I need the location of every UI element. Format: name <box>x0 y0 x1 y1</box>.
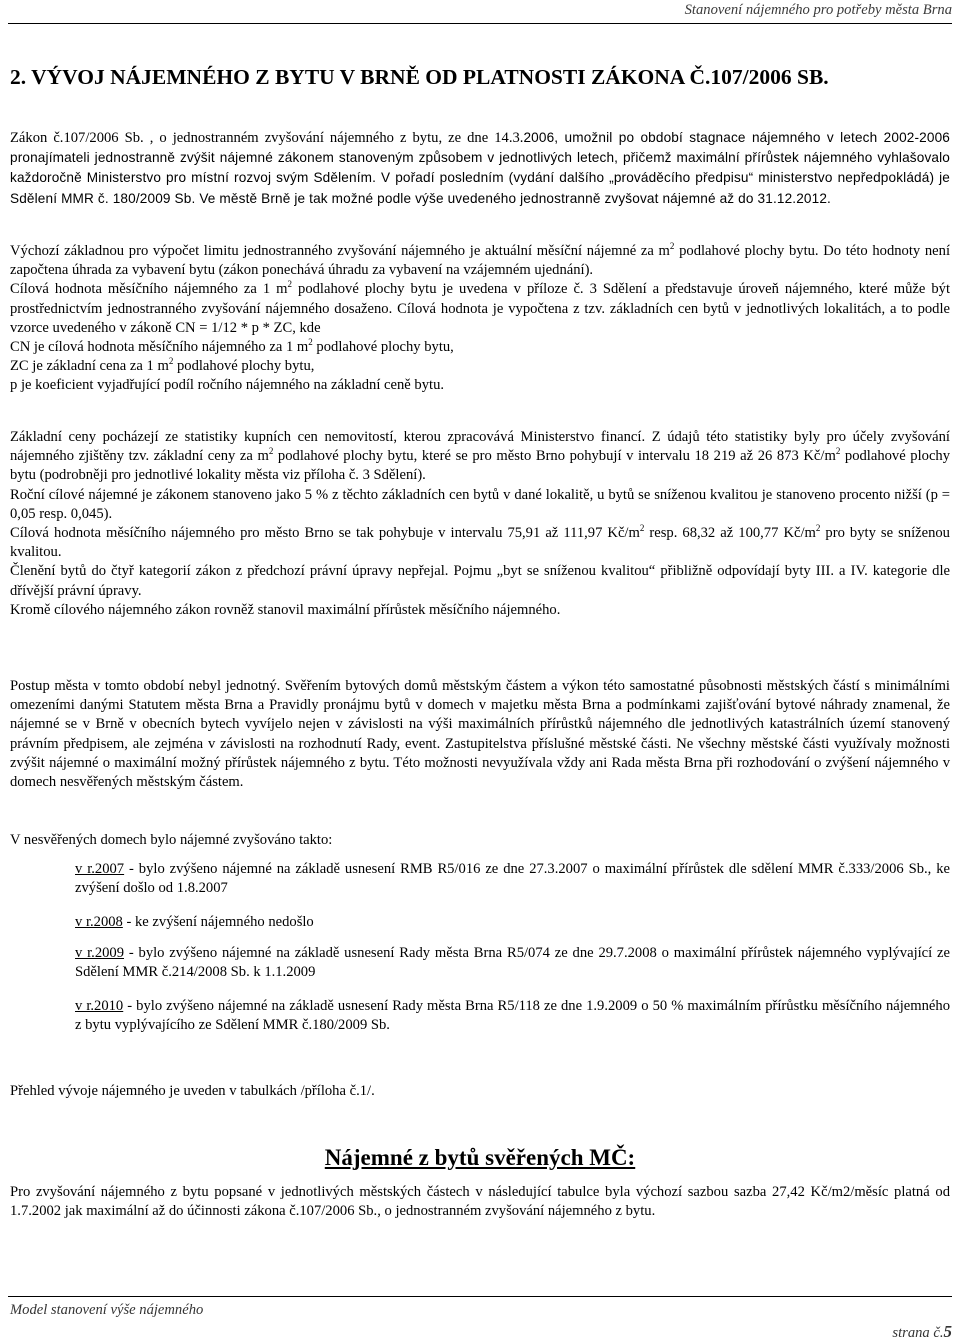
intro-text-sans: 2006, umožnil po období stagnace nájemného v letech 2002-2006 pronajímateli jednostranně zvýšit nájemné zákonem stanoveným způsobem v jednotlivých letech, přičemž maximální přírůstek nájemného vyhlašovalo každoročně Ministerstvo pro místní rozvoj svým Sdělením. V pořadí posledním (vydání dalšího „prováděcího předpisu“ ministerstvo nepředpokládá) je Sdělení MMR č. 180/2009 Sb. Ve městě Brně je tak možné podle výše uvedeného jednostranně zvyšovat nájemné až do 31.12.2012. <box>10 130 951 206</box>
footer-divider <box>8 1296 952 1297</box>
year-item-2007 <box>75 860 950 898</box>
subsection-title-text: Nájemné z bytů svěřených MČ: <box>324 1145 636 1170</box>
page-number <box>892 1322 952 1343</box>
superscript: 2 <box>669 241 675 251</box>
year-item-2009 <box>75 944 950 982</box>
superscript: 2 <box>287 279 293 290</box>
superscript: 2 <box>835 446 841 457</box>
section-heading: 2. VÝVOJ NÁJEMNÉHO Z BYTU V BRNĚ OD PLATNOSTI ZÁKONA Č.107/2006 SB. <box>10 65 829 89</box>
prices-text: podlahové plochy bytu, které se pro město Brno pohybují v intervalu 18 219 až 26 873 Kč/m <box>273 448 836 465</box>
year-item-2010 <box>75 997 950 1035</box>
definition-cn: podlahové plochy bytu, <box>312 339 454 356</box>
superscript: 2 <box>815 523 821 534</box>
year-label: v r.2007 <box>75 861 125 877</box>
nonentrusted-intro: V nesvěřených domech bylo nájemné zvyšováno takto: <box>10 832 333 848</box>
page-label: strana č. <box>892 1325 944 1341</box>
monthly-target-text: Cílová hodnota měsíčního nájemného pro město Brno se tak pohybuje v intervalu 75,91 až 111,97 Kč/m <box>10 525 640 542</box>
year-label: v r.2010 <box>75 998 124 1014</box>
intro-paragraph <box>10 128 950 209</box>
annual-target-text: Roční cílové nájemné je zákonem stanoveno jako 5 % z těchto základních cen bytů v dané lokalitě, u bytů se sníženou kvalitou je stanoveno procento nižší (p = 0,05 resp. 0,045). <box>10 486 950 522</box>
year-item-2008 <box>75 913 950 932</box>
definition-cn: CN je cílová hodnota měsíčního nájemného za 1 m <box>10 339 309 356</box>
target-text: Cílová hodnota měsíčního nájemného za 1 m <box>10 281 288 298</box>
page-number-value: 5 <box>943 1322 952 1341</box>
definition-zc: podlahové plochy bytu, <box>173 358 315 375</box>
definition-p: p je koeficient vyjadřující podíl ročního nájemného na základní ceně bytu. <box>10 377 445 394</box>
superscript: 2 <box>168 356 174 367</box>
subsection-title <box>0 1143 960 1173</box>
closing-paragraph: Pro zvyšování nájemného z bytu popsané v jednotlivých městských částech v následující tabulce byla výchozí sazbou sazba 27,42 Kč/m2/měsíc platná od 1.7.2002 jak maximální až do účinnosti zákona č.107/2006 Sb., o jednostranném zvyšování nájemného z bytu. <box>10 1184 950 1220</box>
intro-text-serif: Zákon č.107/2006 Sb. , o jednostranném zvyšování nájemného z bytu, ze dne 14.3. <box>10 130 524 146</box>
prices-text: podlahové plochy bytu (podrobněji pro jednotlivé lokality města viz příloha č. 3 Sdělení). <box>10 448 951 484</box>
basis-text: Výchozí základnou pro výpočet limitu jednostranného zvyšování nájemného je aktuální měsíční nájemné za m <box>10 243 670 259</box>
year-label: v r.2009 <box>75 945 125 961</box>
city-procedure-paragraph <box>10 677 950 792</box>
year-description: - bylo zvýšeno nájemné na základě usnesení RMB R5/016 ze dne 27.3.2007 o maximální přírůstek dle sdělení MMR č.333/2006 Sb., ke zvýšení došlo od 1.8.2007 <box>75 861 950 897</box>
max-increase-text: Kromě cílového nájemného zákon rovněž stanovil maximální přírůstek měsíčního nájemného. <box>10 601 561 618</box>
basis-text: podlahové plochy bytu. Do této hodnoty není započtena úhrada za vybavení bytu (zákon ponechává úhradu za vybavení na vzájemném ujednání). <box>10 243 951 279</box>
prices-paragraph <box>10 428 950 620</box>
footer-title: Model stanovení výše nájemného <box>10 1302 204 1318</box>
year-label: v r.2008 <box>75 914 123 930</box>
running-header: Stanovení nájemného pro potřeby města Brna <box>684 2 952 18</box>
year-description: - bylo zvýšeno nájemné na základě usnesení Rady města Brna R5/118 ze dne 1.9.2009 o 50 % maximálním přírůstku měsíčního nájemného z bytu vyplývajícího ze Sdělení MMR č.180/2009 Sb. <box>75 998 950 1034</box>
prices-text: Základní ceny pocházejí ze statistiky kupních cen nemovitostí, kterou zpracovává Ministerstvo financí. Z údajů této statistiky byly pro účely zvyšování nájemného zjištěny tzv. základní ceny za m <box>10 429 950 465</box>
basis-paragraph <box>10 242 950 396</box>
monthly-target-text: pro byty se sníženou kvalitou. <box>10 525 950 561</box>
superscript: 2 <box>308 337 313 348</box>
superscript: 2 <box>268 446 274 457</box>
year-description: - bylo zvýšeno nájemné na základě usnesení Rady města Brna R5/074 ze dne 29.7.2008 o maximální přírůstek nájemného vyplývající ze Sdělení MMR č.214/2008 Sb. k 1.1.2009 <box>75 945 950 981</box>
header-divider <box>8 23 952 24</box>
categories-text: Členění bytů do čtyř kategorií zákon z předchozí právní úpravy nepřejal. Pojmu „byt se sníženou kvalitou“ přibližně odpovídají byty III. a IV. kategorie dle dřívější právní úpravy. <box>10 563 950 599</box>
definition-zc: ZC je základní cena za 1 m <box>10 358 169 375</box>
city-procedure-text: Postup města v tomto období nebyl jednotný. Svěřením bytových domů městským částem a výkon této samostatné působnosti městských částí s minimálními omezeními danými Statutem města Brna a Pravidly pronájmu bytů v domech v majetku města Brna a podmínkami zajišťování bytové náhrady znamenal, že nájemné se v Brně v obecních bytech vyvíjelo nejen v závislosti na výši maximálních přírůstků nájemného dle jednotlivých katastrálních území stanovený právním předpisem, ale zejména v závislosti na rozhodnutí Rady, event. Zastupitelstva příslušné městské části. Ne všechny městské části využívaly možnosti zvýšit nájemné o maximální možný přírůstek nájemného z bytu. Této možnosti nevyužívala vždy ani Rada města Brna při rozhodování o zvýšení nájemného v domech nesvěřených městským částem. <box>10 678 950 791</box>
target-text: podlahové plochy bytu je uvedena v příloze č. 3 Sdělení a představuje úroveň nájemného, které může být prostřednictvím jednostranného zvyšování nájemného dosaženo. Cílová hodnota je vypočtena z tzv. základních cen bytů v jednotlivých lokalitách, a to podle vzorce uvedeného v zákoně CN = 1/12 * p * ZC, kde <box>10 281 950 336</box>
year-description: - ke zvýšení nájemného nedošlo <box>122 914 314 930</box>
overview-note: Přehled vývoje nájemného je uveden v tabulkách /příloha č.1/. <box>10 1083 375 1099</box>
monthly-target-text: resp. 68,32 až 100,77 Kč/m <box>644 525 816 542</box>
superscript: 2 <box>639 523 645 534</box>
